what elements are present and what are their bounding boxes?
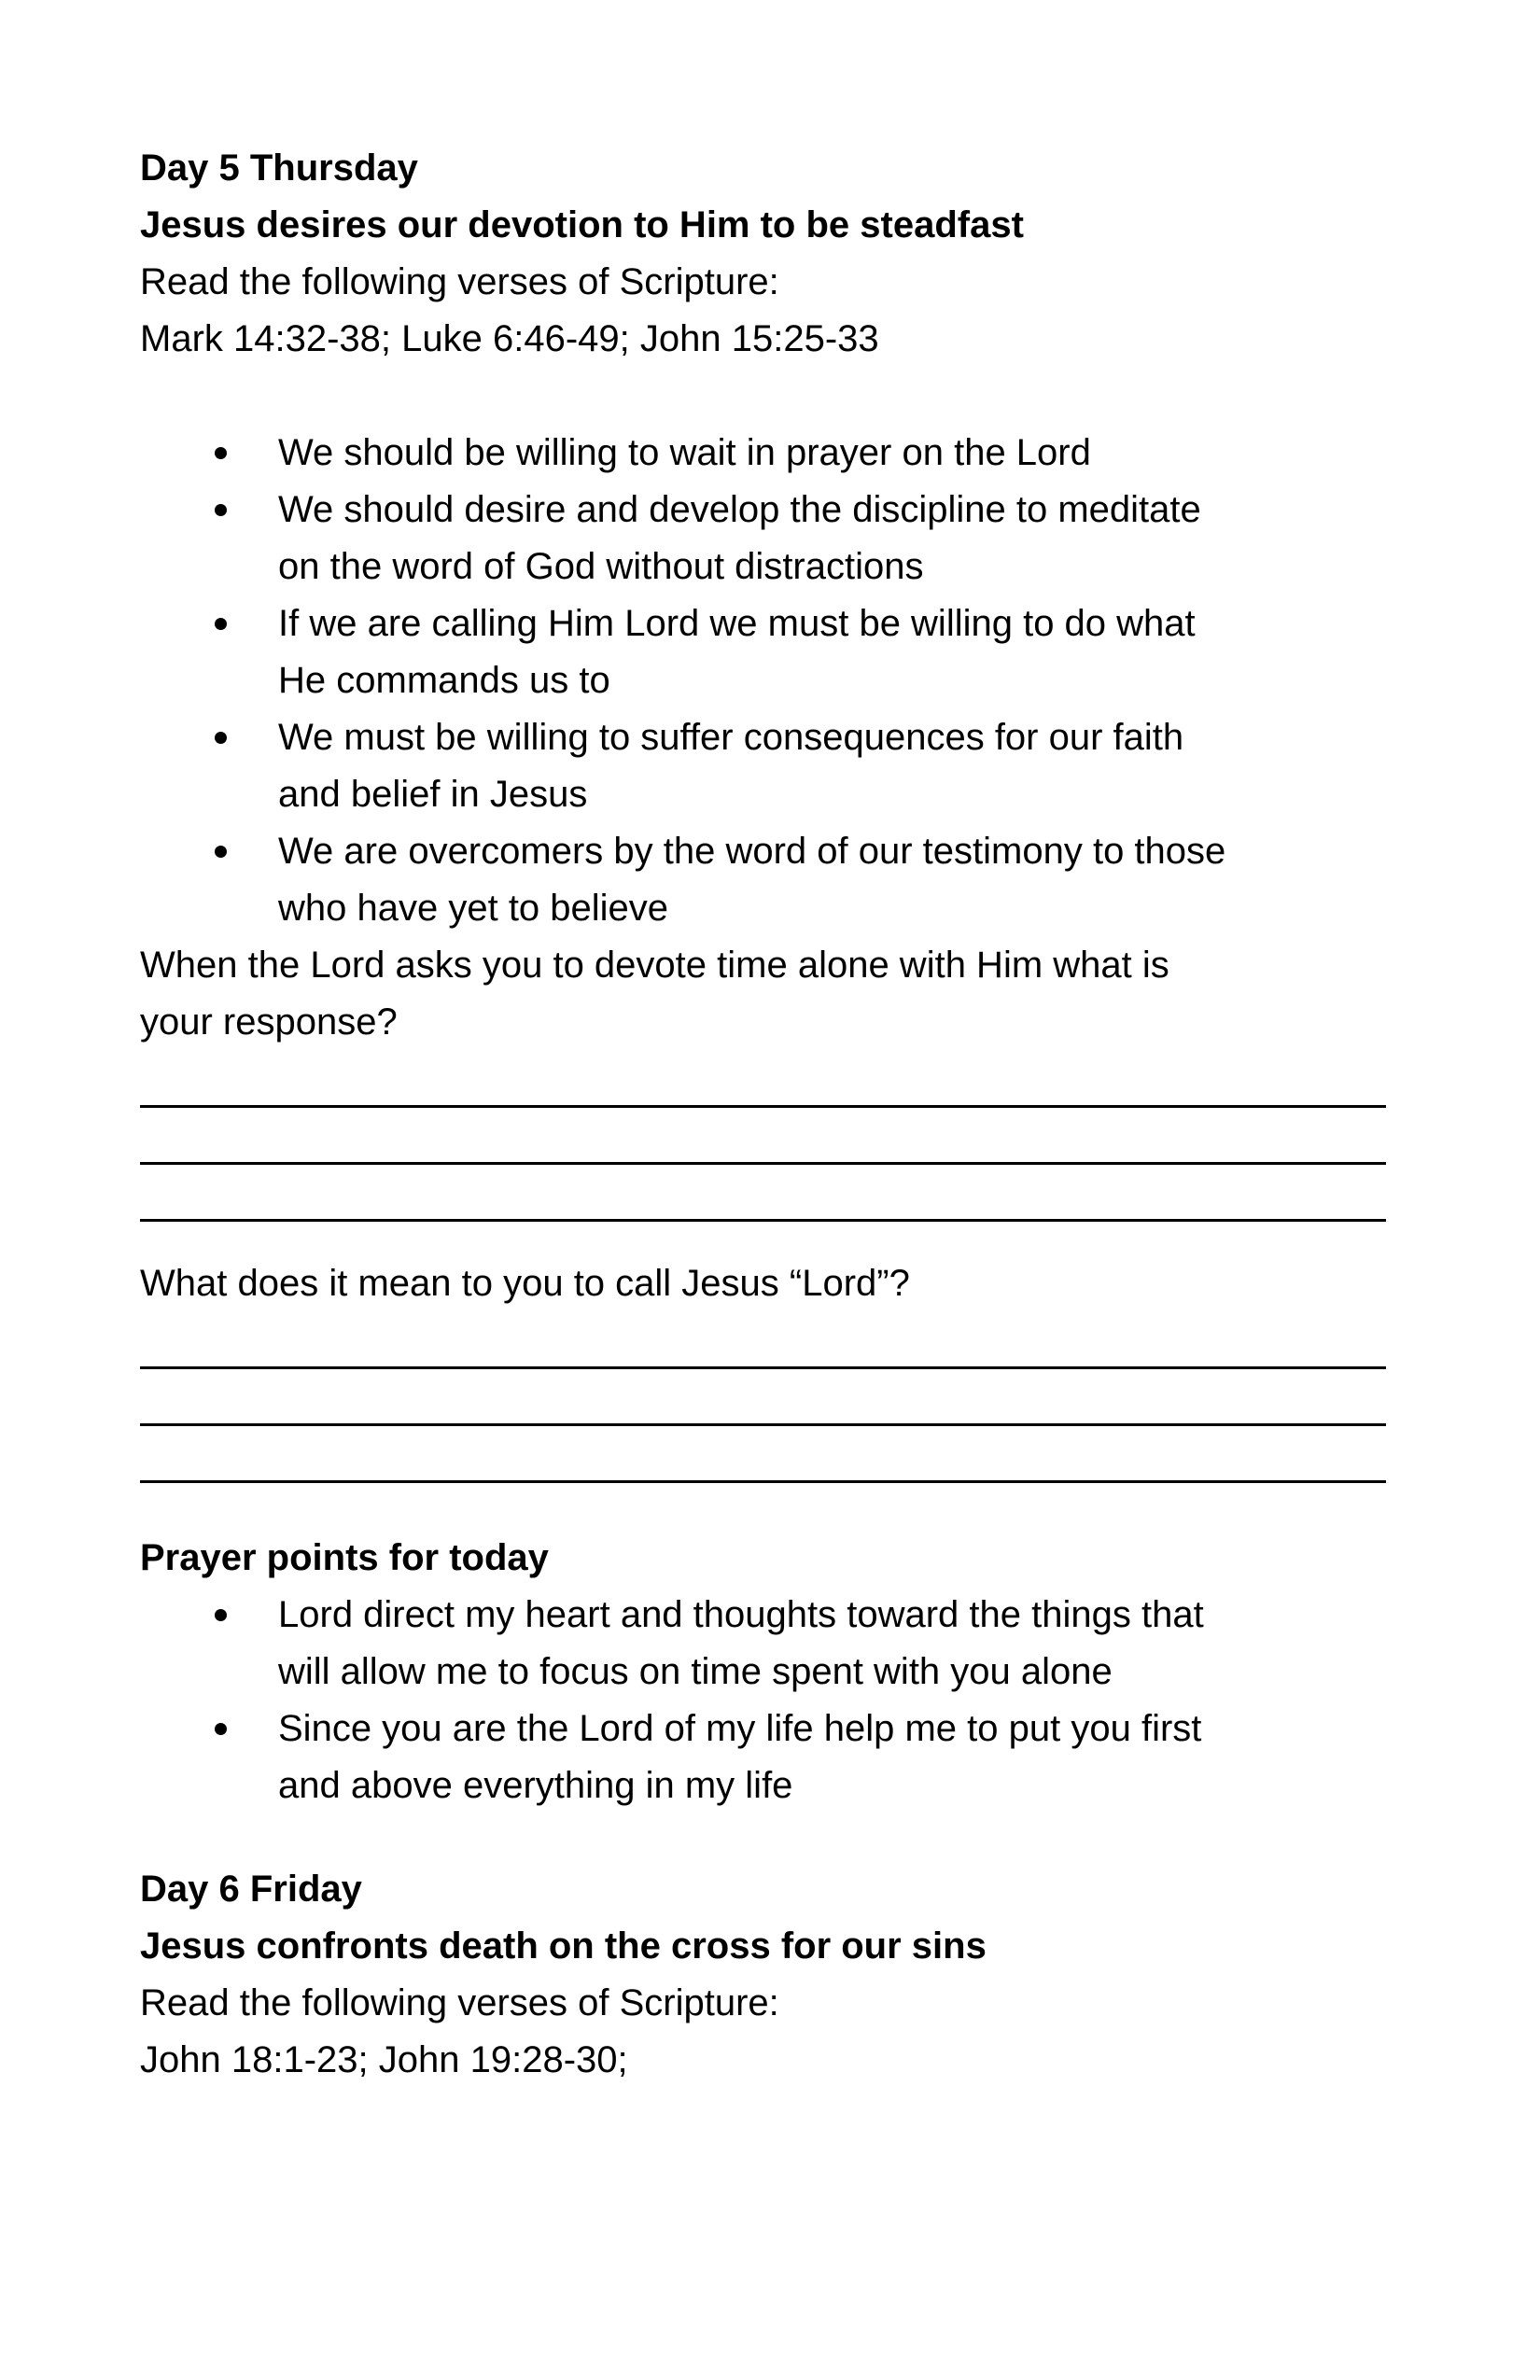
day5-subtitle: Jesus desires our devotion to Him to be steadfast <box>140 204 1024 245</box>
list-item <box>140 595 1386 709</box>
day6-verses: John 18:1-23; John 19:28-30; <box>140 2039 628 2080</box>
day5-instruction: Read the following verses of Scripture: <box>140 261 779 302</box>
list-item-text-continued: and above everything in my life <box>278 1765 793 1806</box>
list-item <box>140 823 1386 937</box>
spacer <box>140 1483 1386 1530</box>
list-item <box>140 482 1386 595</box>
list-item-text-continued: on the word of God without distractions <box>278 546 924 587</box>
list-item <box>140 1587 1386 1701</box>
list-item-text: We should be willing to wait in prayer on the Lord <box>278 432 1091 473</box>
list-item-text: We are overcomers by the word of our testimony to those <box>278 831 1226 872</box>
list-item <box>140 425 1386 482</box>
list-item-text-continued: and belief in Jesus <box>278 774 588 815</box>
list-item-text-continued: who have yet to believe <box>278 888 669 929</box>
answer-line[interactable] <box>140 1051 1386 1108</box>
day5-bullet-list <box>140 425 1386 937</box>
prayer-heading: Prayer points for today <box>140 1537 549 1578</box>
day5-verses: Mark 14:32-38; Luke 6:46-49; John 15:25-33 <box>140 318 879 359</box>
answer-line[interactable] <box>140 1426 1386 1483</box>
list-item-text: We should desire and develop the discipline to meditate <box>278 489 1201 530</box>
answer-line[interactable] <box>140 1312 1386 1369</box>
question-1-answer-lines <box>140 1051 1386 1222</box>
spacer <box>140 1222 1386 1255</box>
list-item-text-continued: He commands us to <box>278 660 610 701</box>
day6-instruction: Read the following verses of Scripture: <box>140 1982 779 2023</box>
question-2-answer-lines <box>140 1312 1386 1483</box>
day6-heading: Day 6 Friday <box>140 1869 362 1910</box>
spacer <box>140 1814 1386 1861</box>
day5-heading: Day 5 Thursday <box>140 147 418 189</box>
answer-line[interactable] <box>140 1108 1386 1165</box>
answer-line[interactable] <box>140 1369 1386 1426</box>
question-1-line-1: When the Lord asks you to devote time alone with Him what is <box>140 945 1169 986</box>
answer-line[interactable] <box>140 1165 1386 1222</box>
prayer-bullet-list <box>140 1587 1386 1814</box>
question-1-line-2: your response? <box>140 1001 398 1043</box>
list-item-text: If we are calling Him Lord we must be willing to do what <box>278 603 1196 644</box>
list-item <box>140 709 1386 823</box>
list-item <box>140 1701 1386 1814</box>
list-item-text: Since you are the Lord of my life help me to put you first <box>278 1708 1202 1749</box>
day6-subtitle: Jesus confronts death on the cross for our sins <box>140 1925 987 1967</box>
list-item-text: We must be willing to suffer consequences for our faith <box>278 717 1184 758</box>
list-item-text: Lord direct my heart and thoughts toward the things that <box>278 1594 1204 1635</box>
question-2: What does it mean to you to call Jesus “Lord”? <box>140 1263 910 1304</box>
list-item-text-continued: will allow me to focus on time spent with you alone <box>278 1651 1113 1692</box>
